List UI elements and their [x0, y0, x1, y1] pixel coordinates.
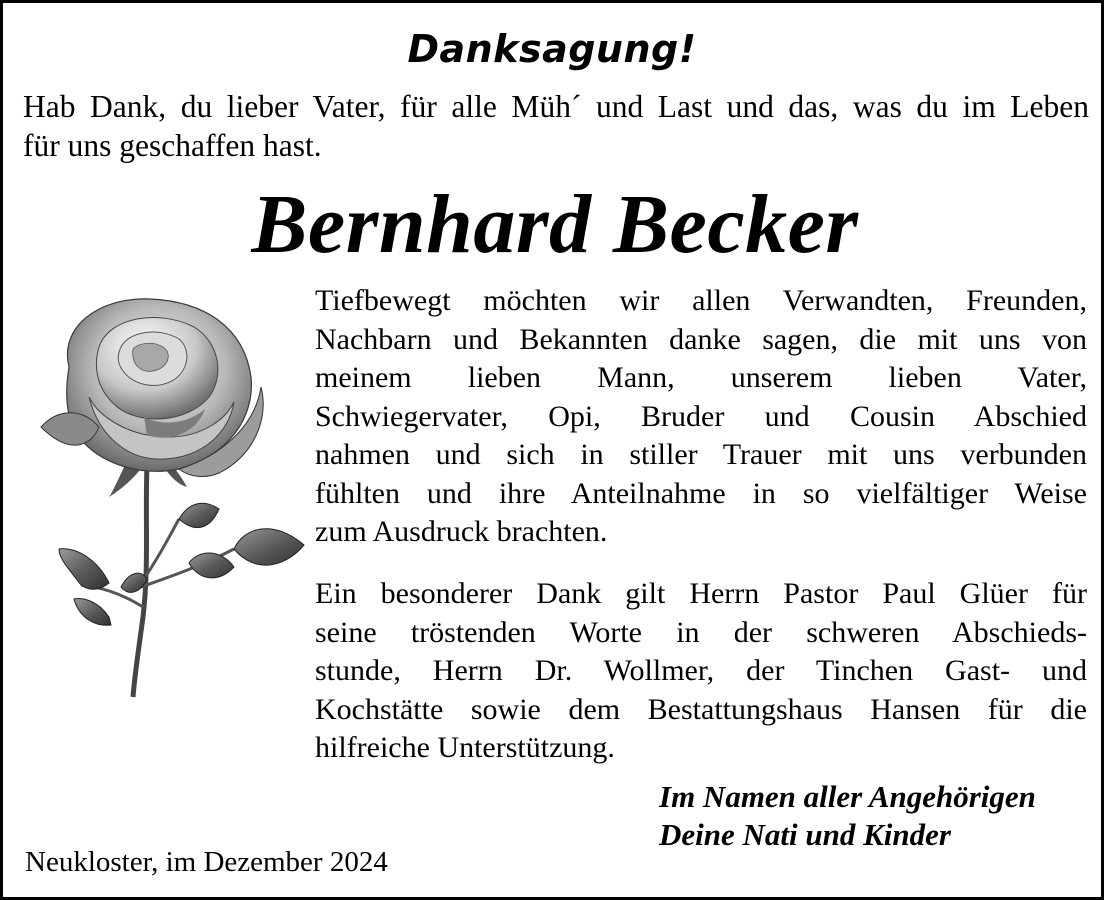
paragraph-line: meinem lieben Mann, unserem lieben Vater,: [315, 361, 1087, 394]
paragraph-line: nahmen und sich in stiller Trauer mit uns verbunden: [315, 438, 1087, 471]
paragraph-line: Schwiegervater, Opi, Bruder und Cousin Abschied: [315, 399, 1087, 433]
paragraph-line: hilfreiche Unterstützung.: [315, 731, 615, 764]
thanks-paragraph: [315, 282, 1087, 552]
verse-line: Hab Dank, du lieber Vater, für alle Müh´ und Last und das, was du im Leben: [23, 89, 1089, 124]
signature-line: Deine Nati und Kinder: [659, 817, 951, 852]
paragraph-line: Kochstätte sowie dem Bestattungshaus Hansen für die: [315, 692, 1087, 726]
verse-line: für uns geschaffen hast.: [23, 128, 322, 163]
dedication-verse: [23, 87, 1089, 165]
paragraph-line: zum Ausdruck brachten.: [315, 515, 608, 548]
signature-line: Im Namen aller Angehörigen: [659, 779, 1036, 814]
paragraph-line: seine tröstenden Worte in der schweren Abschieds-: [315, 615, 1087, 649]
special-thanks-paragraph: [315, 575, 1087, 768]
paragraph-line: fühlten und ihre Anteilnahme in so vielfältiger Weise: [315, 476, 1087, 510]
signature: [659, 778, 1036, 854]
rose-image: [29, 287, 313, 707]
paragraph-line: Ein besonderer Dank gilt Herrn Pastor Paul Glüer für: [315, 577, 1087, 610]
place-date: Neukloster, im Dezember 2024: [25, 846, 388, 878]
notice-heading: Danksagung!: [407, 27, 697, 71]
paragraph-line: Nachbarn und Bekannten danke sagen, die mit uns von: [315, 322, 1087, 356]
deceased-name: Bernhard Becker: [251, 178, 859, 271]
paragraph-line: stunde, Herrn Dr. Wollmer, der Tinchen Gast- und: [315, 654, 1087, 687]
paragraph-line: Tiefbewegt möchten wir allen Verwandten, Freunden,: [315, 284, 1087, 317]
